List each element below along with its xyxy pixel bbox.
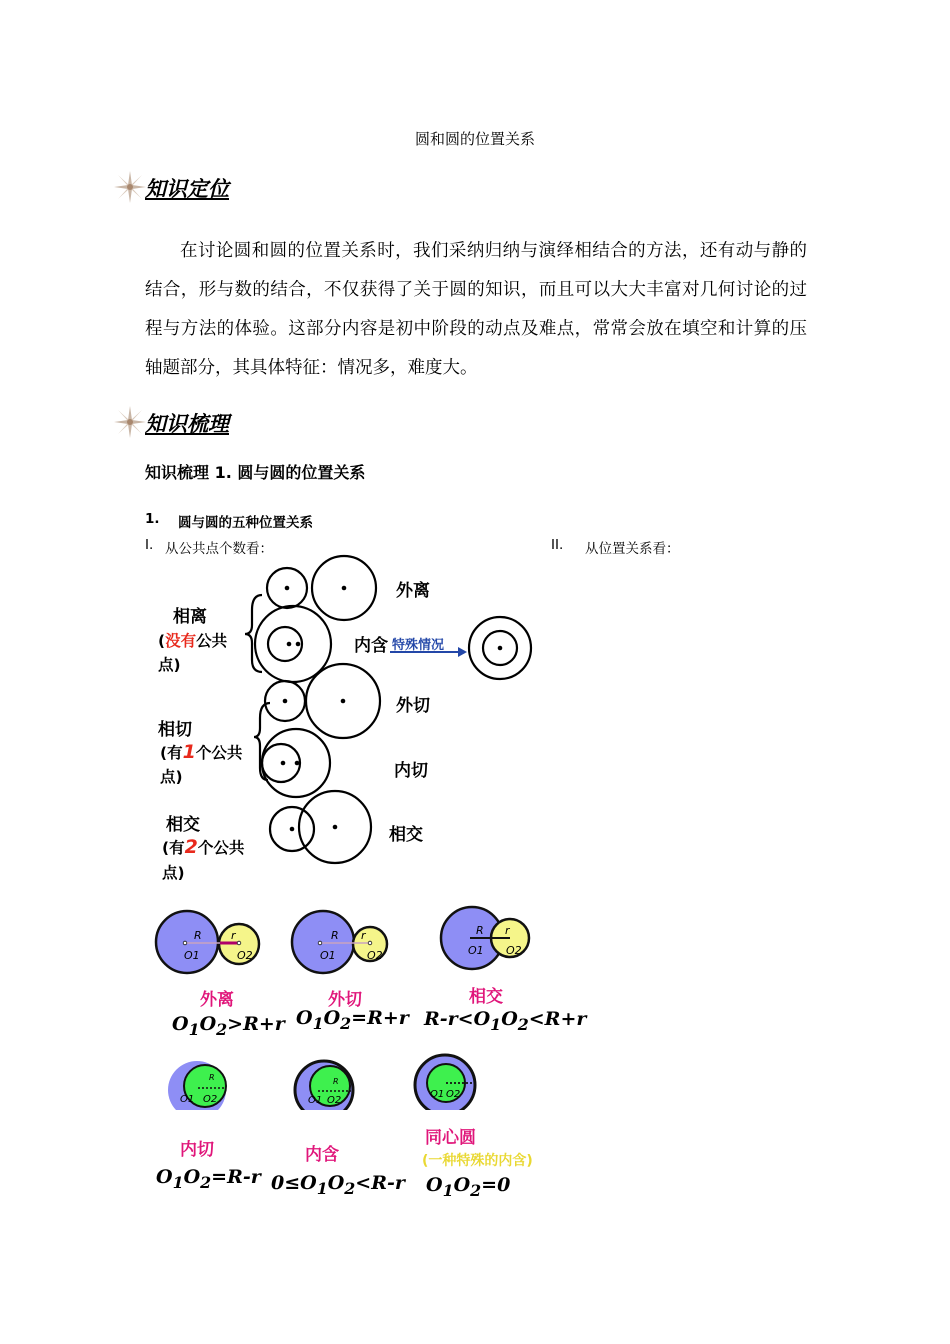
label-contained: 内含 — [354, 636, 388, 656]
subheading: 知识梳理 1. 圆与圆的位置关系 — [145, 463, 366, 482]
label-O2-5: O2 — [327, 1095, 342, 1106]
label-O2-6: O2 — [446, 1089, 461, 1100]
label-O2-1: O2 — [237, 949, 253, 962]
label-special-case: 特殊情况 — [392, 638, 445, 653]
case-name-internal-tangent: 内切 — [180, 1140, 214, 1160]
label-internal-tangent: 内切 — [394, 761, 428, 781]
section-heading-positioning: 知识定位 — [145, 177, 229, 201]
formula-concentric: $O_1O_2=0$ — [426, 1174, 511, 1200]
roman-text-2: 从位置关系看： — [585, 541, 680, 557]
label-O1-5: O1 — [308, 1095, 323, 1106]
case-name-contained: 内含 — [305, 1145, 339, 1165]
intro-paragraph: 在讨论圆和圆的位置关系时，我们采纳归纳与演绎相结合的方法，还有动与静的结合，形与数的结合，不仅获得了关于圆的知识，而且可以大大丰富对几何讨论的过程与方法的体验。这部分内容是初中阶段的动点及难点，常常会放在填空和计算的压轴题部分，其具体特征：情况多，难度大。 — [145, 241, 807, 378]
label-R-1: R — [194, 929, 202, 942]
formula-internal-tangent: $O_1O_2=R-r$ — [156, 1166, 261, 1192]
case-name-intersect: 相交 — [469, 987, 503, 1007]
item-number: 1. — [145, 511, 160, 527]
label-O2-4: O2 — [203, 1094, 218, 1105]
label-r-2: r — [361, 929, 366, 942]
label-separate-desc: (没有公共 — [158, 632, 228, 650]
case-name-concentric: 同心圆 — [425, 1128, 476, 1148]
label-R-3: R — [476, 924, 484, 937]
label-R-5: R — [333, 1077, 339, 1086]
label-O1-4: O1 — [180, 1094, 195, 1105]
label-intersect-right: 相交 — [389, 825, 423, 845]
label-external-separate: 外离 — [396, 581, 430, 601]
label-O1-6: O1 — [430, 1089, 445, 1100]
sparkle-icon — [113, 405, 147, 439]
roman-numeral-1: I. — [145, 537, 154, 553]
label-r-3: r — [505, 924, 510, 937]
concentric-note: (一种特殊的内含) — [422, 1153, 533, 1169]
page-title: 圆和圆的位置关系 — [414, 130, 535, 148]
label-O2-3: O2 — [506, 944, 522, 957]
label-O2-2: O2 — [367, 949, 383, 962]
label-O1-2: O1 — [320, 949, 336, 962]
label-intersect-desc: (有2个公共 — [162, 836, 245, 858]
roman-text-1: 从公共点个数看： — [165, 541, 273, 557]
label-r-1: r — [231, 929, 236, 942]
label-tangent-desc: (有1个公共 — [160, 741, 243, 763]
case-name-external-tangent: 外切 — [328, 990, 362, 1010]
label-separate-point: 点) — [158, 656, 181, 674]
item-text: 圆与圆的五种位置关系 — [178, 515, 313, 531]
label-separate: 相离 — [173, 607, 207, 627]
label-tangent-point: 点) — [160, 768, 183, 786]
formula-intersect: $R-r<O_1O_2<R+r$ — [424, 1008, 587, 1034]
label-O1-1: O1 — [184, 949, 200, 962]
label-intersect-point: 点) — [162, 864, 185, 882]
section-heading-sorting: 知识梳理 — [145, 412, 229, 436]
formula-external-tangent: $O_1O_2=R+r$ — [296, 1007, 409, 1033]
sparkle-icon — [113, 170, 147, 204]
formula-contained: $0\le O_1O_2<R-r$ — [271, 1172, 405, 1198]
formula-external-separate: $O_1O_2>R+r$ — [172, 1013, 285, 1039]
label-O1-3: O1 — [468, 944, 484, 957]
label-tangent: 相切 — [158, 720, 192, 740]
label-intersect: 相交 — [166, 815, 200, 835]
case-name-external-separate: 外离 — [200, 990, 234, 1010]
label-R-4: R — [209, 1073, 215, 1082]
roman-numeral-2: II. — [551, 537, 564, 553]
label-R-2: R — [331, 929, 339, 942]
label-external-tangent: 外切 — [396, 696, 430, 716]
